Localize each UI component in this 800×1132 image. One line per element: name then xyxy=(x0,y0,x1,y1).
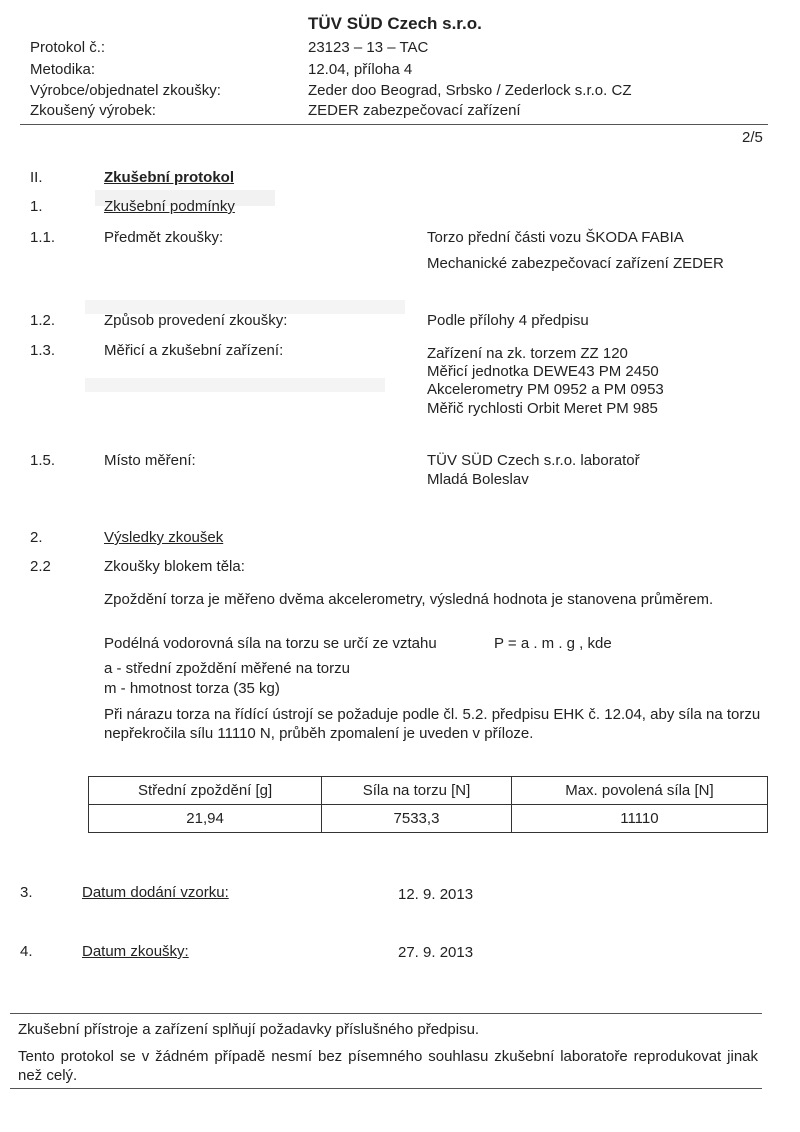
item-value-line: Torzo přední části vozu ŠKODA FABIA xyxy=(427,229,684,246)
block-test-title: Zkoušky blokem těla: xyxy=(104,558,245,575)
header-divider xyxy=(20,124,768,125)
item-label: Místo měření: xyxy=(104,452,196,469)
section-number: II. xyxy=(30,169,43,186)
results-number: 2. xyxy=(30,529,43,546)
item-value-line: Podle přílohy 4 předpisu xyxy=(427,312,589,329)
value-manufacturer: Zeder doo Beograd, Srbsko / Zederlock s.r.o. CZ xyxy=(308,82,632,99)
definition-a: a - střední zpoždění měřené na torzu xyxy=(104,660,350,677)
item-number: 1.1. xyxy=(30,229,56,246)
paragraph-requirement: Při nárazu torza na řídící ústrojí se požaduje podle čl. 5.2. předpisu EHK č. 12.04, aby síla na torzu nepřekročila sílu 11110 N, průběh zpomalení je uveden v příloze. xyxy=(104,706,761,742)
item-value-line: Měřicí jednotka DEWE43 PM 2450 xyxy=(427,363,659,380)
conditions-title: Zkušební podmínky xyxy=(104,198,235,215)
conditions-number: 1. xyxy=(30,198,43,215)
results-table xyxy=(88,776,768,833)
item-label: Měřicí a zkušební zařízení: xyxy=(104,342,284,359)
item-value-line: Měřič rychlosti Orbit Meret PM 985 xyxy=(427,400,658,417)
test-date-number: 4. xyxy=(20,943,33,960)
table-header-cell: Střední zpoždění [g] xyxy=(89,777,322,805)
bleed-through-mark xyxy=(85,378,385,392)
test-date: 27. 9. 2013 xyxy=(398,944,474,961)
force-formula: P = a . m . g , kde xyxy=(494,635,612,652)
item-value-line: Akcelerometry PM 0952 a PM 0953 xyxy=(427,381,664,398)
table-cell: 11110 xyxy=(511,805,767,833)
delivery-date: 12. 9. 2013 xyxy=(398,886,474,903)
definition-m: m - hmotnost torza (35 kg) xyxy=(104,680,280,697)
footer-statement: Zkušební přístroje a zařízení splňují požadavky příslušného předpisu. xyxy=(18,1021,480,1038)
delivery-number: 3. xyxy=(20,884,33,901)
item-value-line: Mechanické zabezpečovací zařízení ZEDER xyxy=(427,255,724,272)
table-cell: 7533,3 xyxy=(322,805,512,833)
value-product: ZEDER zabezpečovací zařízení xyxy=(308,102,521,119)
table-header-cell: Max. povolená síla [N] xyxy=(511,777,767,805)
section-title: Zkušební protokol xyxy=(104,169,235,186)
company-name: TÜV SÜD Czech s.r.o. xyxy=(308,14,482,33)
item-value-line: Zařízení na zk. torzem ZZ 120 xyxy=(427,345,628,362)
block-test-number: 2.2 xyxy=(30,558,51,575)
footer-reproduction-note: Tento protokol se v žádném případě nesmí bez písemného souhlasu zkušební laboratoře reprodukovat jinak než celý. xyxy=(18,1048,758,1084)
footer-top-divider xyxy=(10,1013,762,1014)
delivery-label: Datum dodání vzorku: xyxy=(82,884,229,901)
footer-bottom-divider xyxy=(10,1088,762,1089)
paragraph-force: Podélná vodorovná síla na torzu se určí ze vztahu xyxy=(104,635,437,652)
test-date-label: Datum zkoušky: xyxy=(82,943,189,960)
table-cell: 21,94 xyxy=(89,805,322,833)
item-value-line: Mladá Boleslav xyxy=(427,471,529,488)
item-label: Způsob provedení zkoušky: xyxy=(104,312,288,329)
value-method: 12.04, příloha 4 xyxy=(308,61,413,78)
label-product: Zkoušený výrobek: xyxy=(30,102,156,119)
table-header-cell: Síla na torzu [N] xyxy=(322,777,512,805)
table-header-row xyxy=(89,777,768,805)
item-value-line: TÜV SÜD Czech s.r.o. laboratoř xyxy=(427,452,640,469)
item-number: 1.2. xyxy=(30,312,56,329)
item-label: Předmět zkoušky: xyxy=(104,229,224,246)
item-number: 1.5. xyxy=(30,452,56,469)
results-title: Výsledky zkoušek xyxy=(104,529,224,546)
item-number: 1.3. xyxy=(30,342,56,359)
label-method: Metodika: xyxy=(30,61,96,78)
table-row xyxy=(89,805,768,833)
paragraph-deceleration: Zpoždění torza je měřeno dvěma akcelerometry, výsledná hodnota je stanovena průměrem. xyxy=(104,591,714,608)
page-number: 2/5 xyxy=(742,129,763,146)
label-manufacturer: Výrobce/objednatel zkoušky: xyxy=(30,82,221,99)
label-protocol-number: Protokol č.: xyxy=(30,39,106,56)
value-protocol-number: 23123 – 13 – TAC xyxy=(308,39,429,56)
